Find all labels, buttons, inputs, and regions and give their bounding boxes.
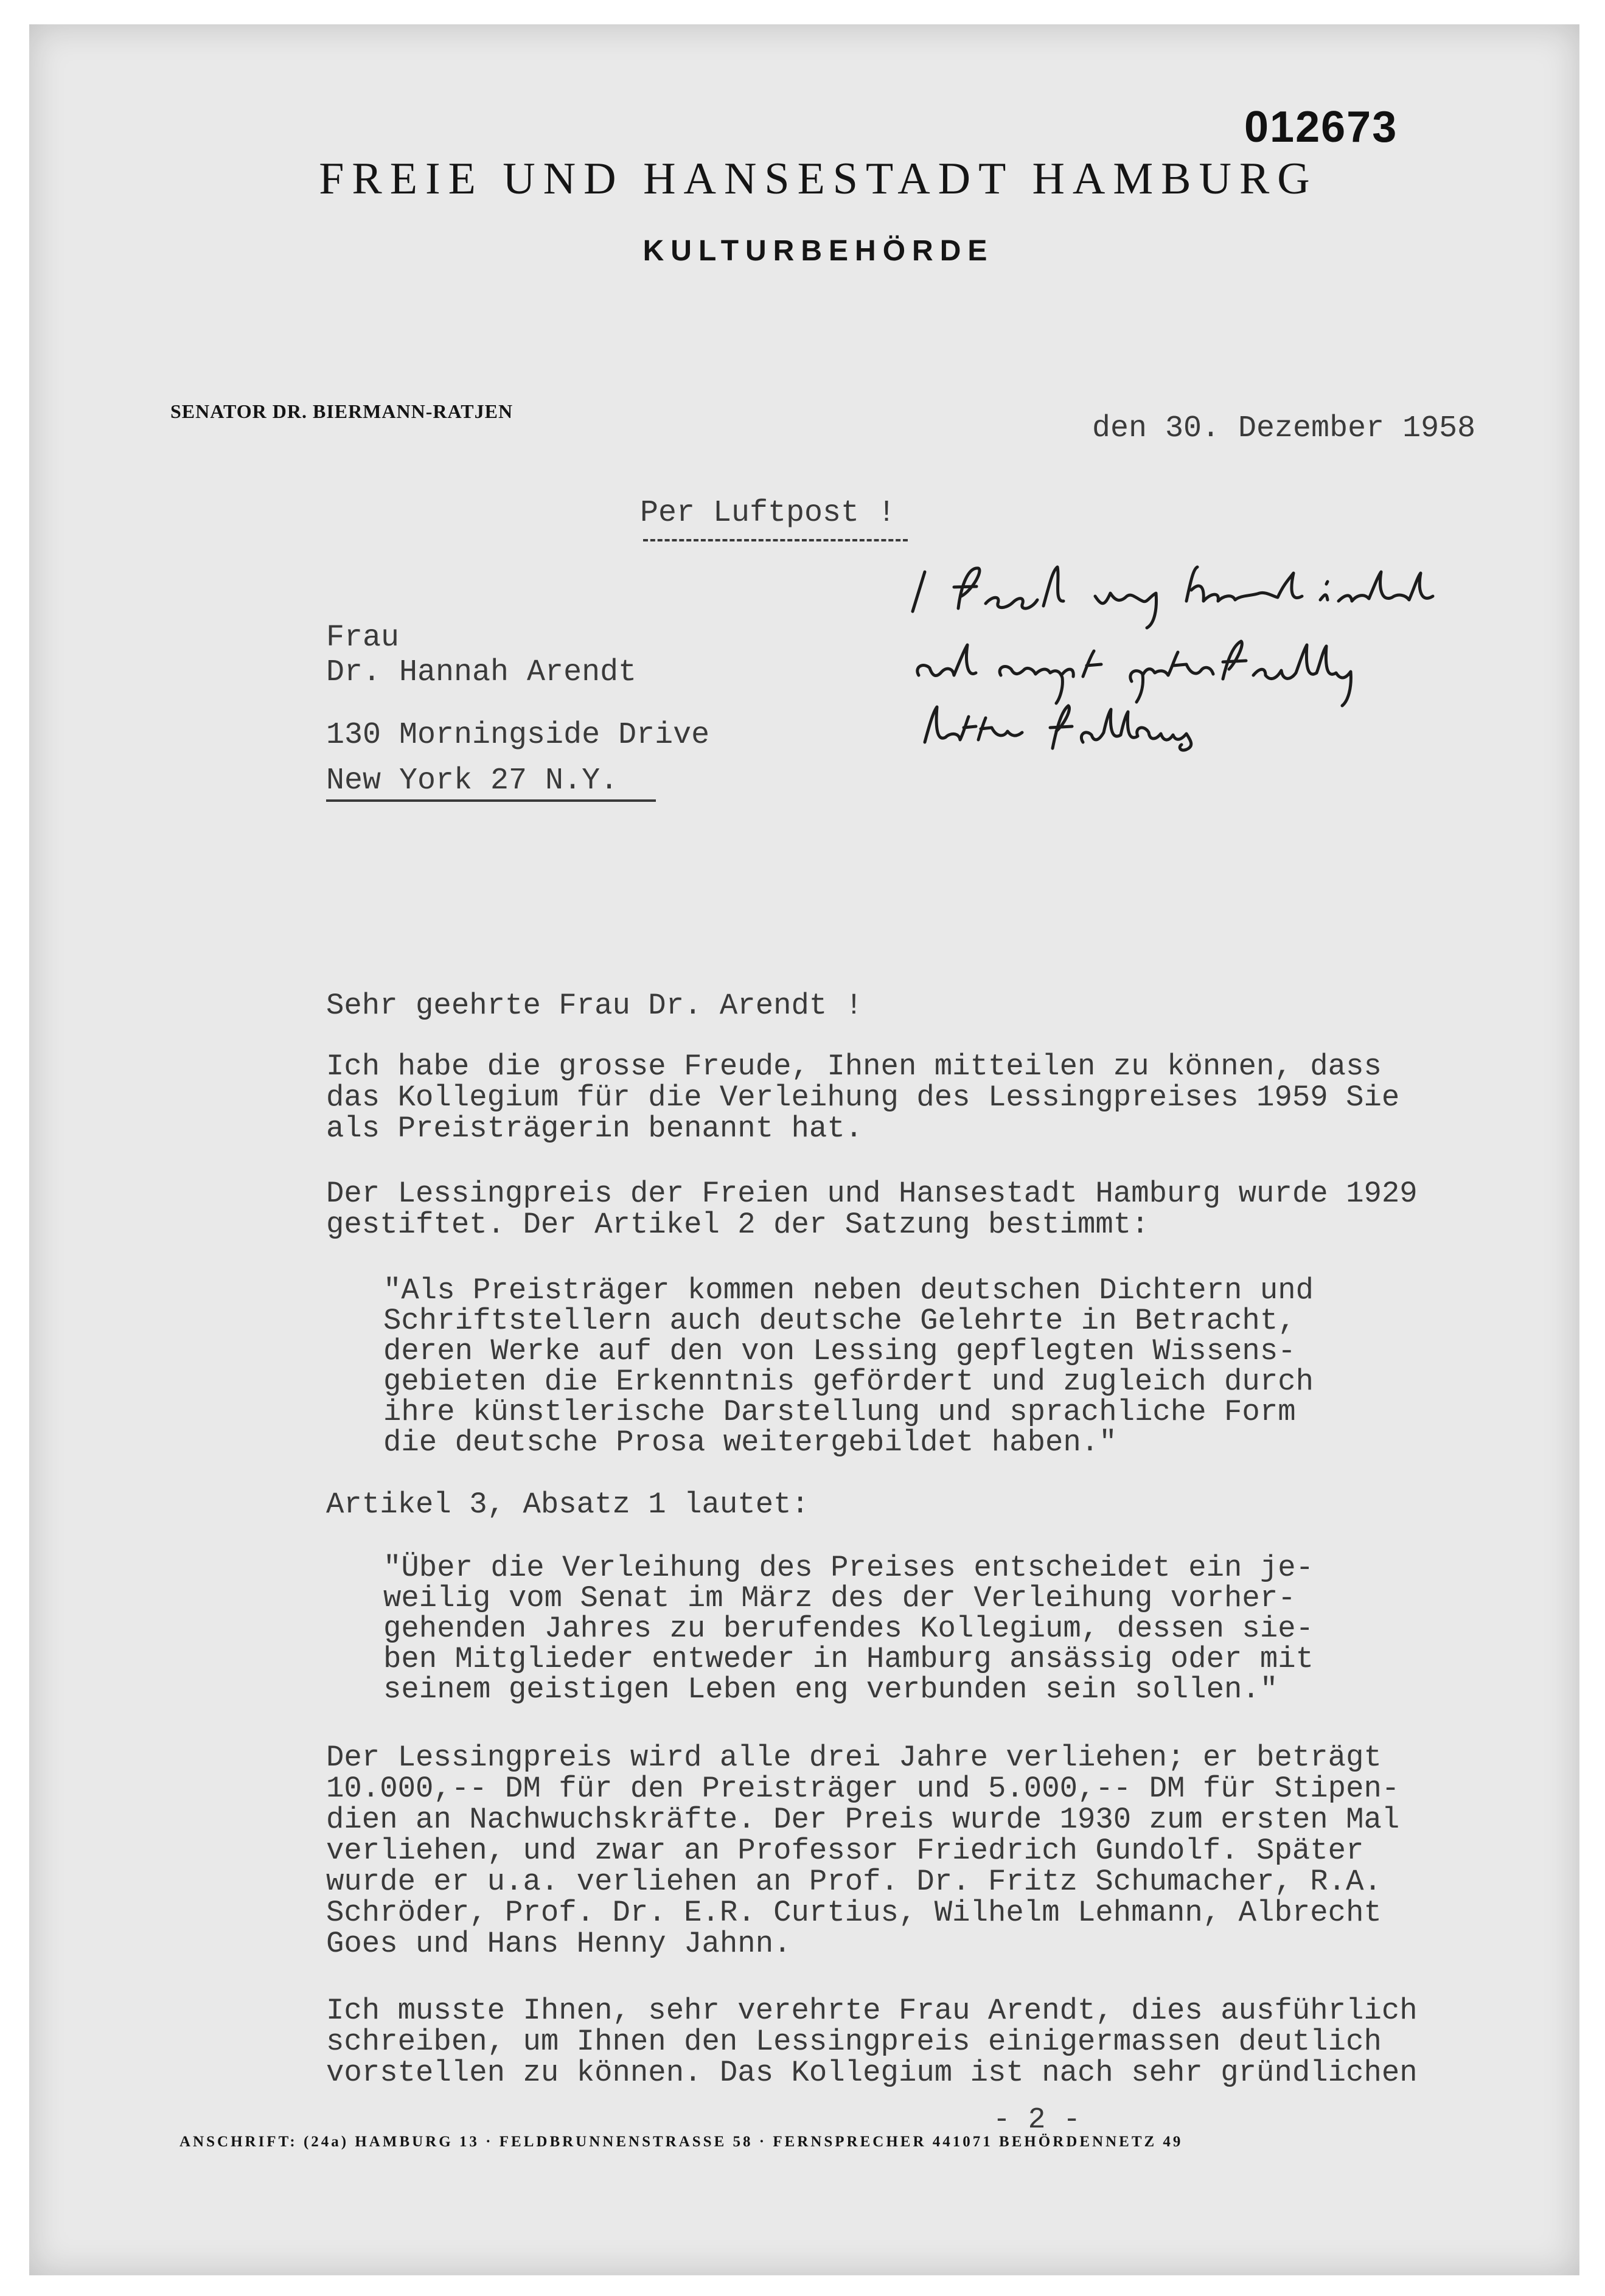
recipient-line-1: Frau: [326, 621, 400, 655]
page-number: - 2 -: [993, 2104, 1081, 2137]
recipient-name: Dr. Hannah Arendt: [326, 655, 637, 690]
paragraph-2: Der Lessingpreis der Freien und Hansestadt Hamburg wurde 1929 gestiftet. Der Artikel 2 der Satzung bestimmt:: [326, 1177, 1418, 1242]
quote-article-3: "Über die Verleihung des Preises entscheidet ein je- weilig vom Senat im März des der Verleihung vorher- gehenden Jahres zu berufendes Kollegium, dessen sie- ben Mitglieder entweder in Hamburg ansässig oder mit seinem geistigen Leben eng verbunden sein sollen.": [383, 1551, 1314, 1706]
recipient-street: 130 Morningside Drive: [326, 718, 710, 753]
footer-address: ANSCHRIFT: (24a) HAMBURG 13 · FELDBRUNNENSTRASSE 58 · FERNSPRECHER 441071 BEHÖRDENNETZ 49: [179, 2134, 1183, 2150]
recipient-city: New York 27 N.Y.: [326, 764, 619, 798]
airmail-note: Per Luftpost !: [640, 496, 896, 531]
letterhead-title: FREIE UND HANSESTADT HAMBURG: [319, 154, 1318, 204]
recipient-city-underline: [326, 799, 656, 802]
paragraph-3: Artikel 3, Absatz 1 lautet:: [326, 1487, 809, 1522]
quote-article-2: "Als Preisträger kommen neben deutschen Dichtern und Schriftstellern auch deutsche Gelehrte in Betracht, deren Werke auf den von Lessing gepflegten Wissens- gebieten die Erkenntnis gefördert und zugleich durch ihre künstlerische Darstellung und sprachliche Form die deutsche Prosa weitergebildet haben.": [383, 1273, 1314, 1459]
archive-number: 012673: [1244, 103, 1398, 151]
paragraph-4: Der Lessingpreis wird alle drei Jahre verliehen; er beträgt 10.000,-- DM für den Preisträger und 5.000,-- DM für Stipen- dien an Nachwuchskräfte. Der Preis wurde 1930 zum ersten Mal verliehen, und zwar an Professor Friedrich Gundolf. Später wurde er u.a. verliehen an Prof. Dr. Fritz Schumacher, R.A. Schröder, Prof. Dr. E.R. Curtius, Wilhelm Lehmann, Albrecht Goes und Hans Henny Jahnn.: [326, 1741, 1400, 1961]
handwritten-note: [900, 560, 1503, 773]
letter-date: den 30. Dezember 1958: [1092, 411, 1476, 446]
salutation: Sehr geehrte Frau Dr. Arendt !: [326, 989, 863, 1023]
paragraph-5: Ich musste Ihnen, sehr verehrte Frau Arendt, dies ausführlich schreiben, um Ihnen den Lessingpreis einigermassen deutlich vorstellen zu können. Das Kollegium ist nach sehr gründlichen: [326, 1994, 1418, 2090]
airmail-underline: [643, 539, 908, 541]
sender-line: SENATOR DR. BIERMANN-RATJEN: [170, 400, 514, 422]
paragraph-1: Ich habe die grosse Freude, Ihnen mitteilen zu können, dass das Kollegium für die Verleihung des Lessingpreises 1959 Sie als Preisträgerin benannt hat.: [326, 1049, 1400, 1146]
letterhead-subtitle: KULTURBEHÖRDE: [642, 235, 994, 267]
